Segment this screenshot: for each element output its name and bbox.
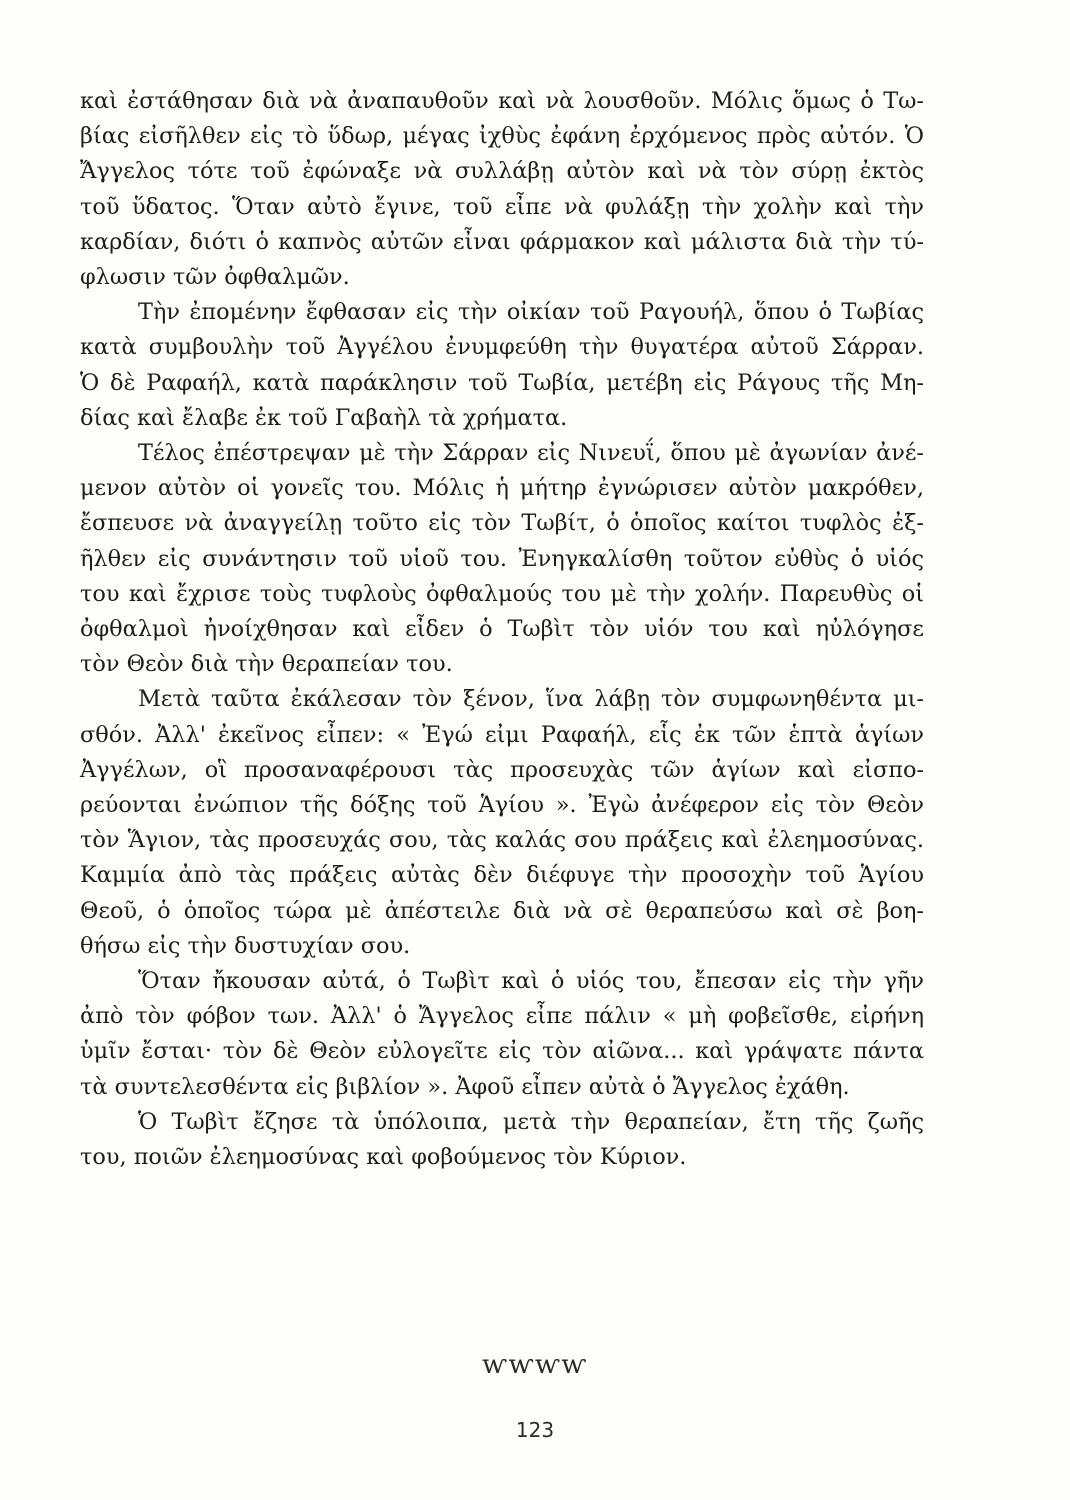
paragraph-1 [80, 84, 924, 295]
text-line: θήσω εἰς τὴν δυστυχίαν σου. [80, 932, 411, 959]
text-line: τὸν Ἅγιον, τὰς προσευχάς σου, τὰς καλάς σου πράξεις καὶ ἐλεημοσύνας. [80, 827, 924, 854]
text-line: ἀπὸ τὸν φόβον των. Ἀλλ' ὁ Ἄγγελος εἶπε πάλιν « μὴ φοβεῖσθε, εἰρήνη [80, 1003, 924, 1030]
text-line: ῆλθεν εἰς συνάντησιν τοῦ υἱοῦ του. Ἐνηγκαλίσθη τοῦτον εὐθὺς ὁ υἱός [80, 545, 924, 572]
page-body [80, 84, 924, 1175]
paragraph-4 [80, 682, 924, 964]
text-line: φλωσιν τῶν ὀφθαλμῶν. [80, 264, 350, 291]
text-line: ἔσπευσε νὰ ἀναγγείλῃ τοῦτο εἰς τὸν Τωβίτ, ὁ ὁποῖος καίτοι τυφλὸς ἐξ- [80, 510, 924, 537]
text-line: Ὅταν ἤκουσαν αὐτά, ὁ Τωβὶτ καὶ ὁ υἱός του, ἔπεσαν εἰς τὴν γῆν [138, 968, 924, 995]
text-line: Θεοῦ, ὁ ὁποῖος τώρα μὲ ἀπέστειλε διὰ νὰ σὲ θεραπεύσω καὶ σὲ βοη- [80, 897, 924, 924]
page-number: 123 [515, 1418, 555, 1442]
text-line: Τὴν ἐπομένην ἔφθασαν εἰς τὴν οἰκίαν τοῦ Ραγουήλ, ὅπου ὁ Τωβίας [138, 299, 924, 326]
text-line: τὸν Θεὸν διὰ τὴν θεραπείαν του. [80, 651, 453, 678]
paragraph-5 [80, 964, 924, 1105]
text-line: Ὁ δὲ Ραφαήλ, κατὰ παράκλησιν τοῦ Τωβία, μετέβη εἰς Ράγους τῆς Μη- [80, 369, 924, 396]
ornament-divider: ⱳⱳⱳⱳ [482, 1350, 588, 1380]
text-line: δίας καὶ ἔλαβε ἐκ τοῦ Γαβαὴλ τὰ χρήματα. [80, 404, 568, 431]
text-line: σθόν. Ἀλλ' ἐκεῖνος εἶπεν: « Ἐγώ εἰμι Ραφαήλ, εἷς ἐκ τῶν ἑπτὰ ἁγίων [80, 721, 924, 748]
text-line: Καμμία ἀπὸ τὰς πράξεις αὐτὰς δὲν διέφυγε τὴν προσοχὴν τοῦ Ἁγίου [80, 862, 924, 889]
text-line: ὑμῖν ἔσται· τὸν δὲ Θεὸν εὐλογεῖτε εἰς τὸν αἰῶνα... καὶ γράψατε πάντα [80, 1038, 924, 1065]
paragraph-6 [80, 1105, 924, 1175]
text-line: καρδίαν, διότι ὁ καπνὸς αὐτῶν εἶναι φάρμακον καὶ μάλιστα διὰ τὴν τύ- [80, 228, 924, 255]
paragraph-2 [80, 295, 924, 436]
text-line: του, ποιῶν ἐλεημοσύνας καὶ φοβούμενος τὸν Κύριον. [80, 1144, 687, 1171]
text-line: ρεύονται ἐνώπιον τῆς δόξης τοῦ Ἁγίου ». Ἐγὼ ἀνέφερον εἰς τὸν Θεὸν [80, 792, 924, 819]
text-line: βίας εἰσῆλθεν εἰς τὸ ὕδωρ, μέγας ἰχθὺς ἐφάνη ἐρχόμενος πρὸς αὐτόν. Ὁ [80, 123, 924, 150]
text-line: Ἀγγέλων, οἳ προσαναφέρουσι τὰς προσευχὰς τῶν ἁγίων καὶ εἰσπο- [80, 756, 924, 783]
text-line: κατὰ συμβουλὴν τοῦ Ἀγγέλου ἐνυμφεύθη τὴν θυγατέρα αὐτοῦ Σάρραν. [80, 334, 924, 361]
text-line: τὰ συντελεσθέντα εἰς βιβλίον ». Ἀφοῦ εἶπεν αὐτὰ ὁ Ἄγγελος ἐχάθη. [80, 1073, 850, 1100]
text-line: Τέλος ἐπέστρεψαν μὲ τὴν Σάρραν εἰς Νινευΐ, ὅπου μὲ ἀγωνίαν ἀνέ- [138, 440, 924, 467]
text-line: τοῦ ὕδατος. Ὅταν αὐτὸ ἔγινε, τοῦ εἶπε νὰ φυλάξῃ τὴν χολὴν καὶ τὴν [80, 193, 924, 220]
text-line: Ἄγγελος τότε τοῦ ἐφώναξε νὰ συλλάβῃ αὐτὸν καὶ νὰ τὸν σύρῃ ἐκτὸς [80, 158, 924, 185]
text-line: ὀφθαλμοὶ ἠνοίχθησαν καὶ εἶδεν ὁ Τωβὶτ τὸν υἱόν του καὶ ηὐλόγησε [80, 616, 924, 643]
text-line: Μετὰ ταῦτα ἐκάλεσαν τὸν ξένον, ἵνα λάβῃ τὸν συμφωνηθέντα μι- [138, 686, 924, 713]
text-line: μενον αὐτὸν οἱ γονεῖς του. Μόλις ἡ μήτηρ ἐγνώρισεν αὐτὸν μακρόθεν, [80, 475, 924, 502]
text-line: καὶ ἐστάθησαν διὰ νὰ ἀναπαυθοῦν καὶ νὰ λουσθοῦν. Μόλις ὅμως ὁ Τω- [80, 88, 924, 114]
paragraph-3 [80, 436, 924, 682]
text-line: Ὁ Τωβὶτ ἔζησε τὰ ὑπόλοιπα, μετὰ τὴν θεραπείαν, ἔτη τῆς ζωῆς [138, 1108, 924, 1135]
text-line: του καὶ ἔχρισε τοὺς τυφλοὺς ὀφθαλμούς του μὲ τὴν χολήν. Παρευθὺς οἱ [80, 580, 924, 607]
